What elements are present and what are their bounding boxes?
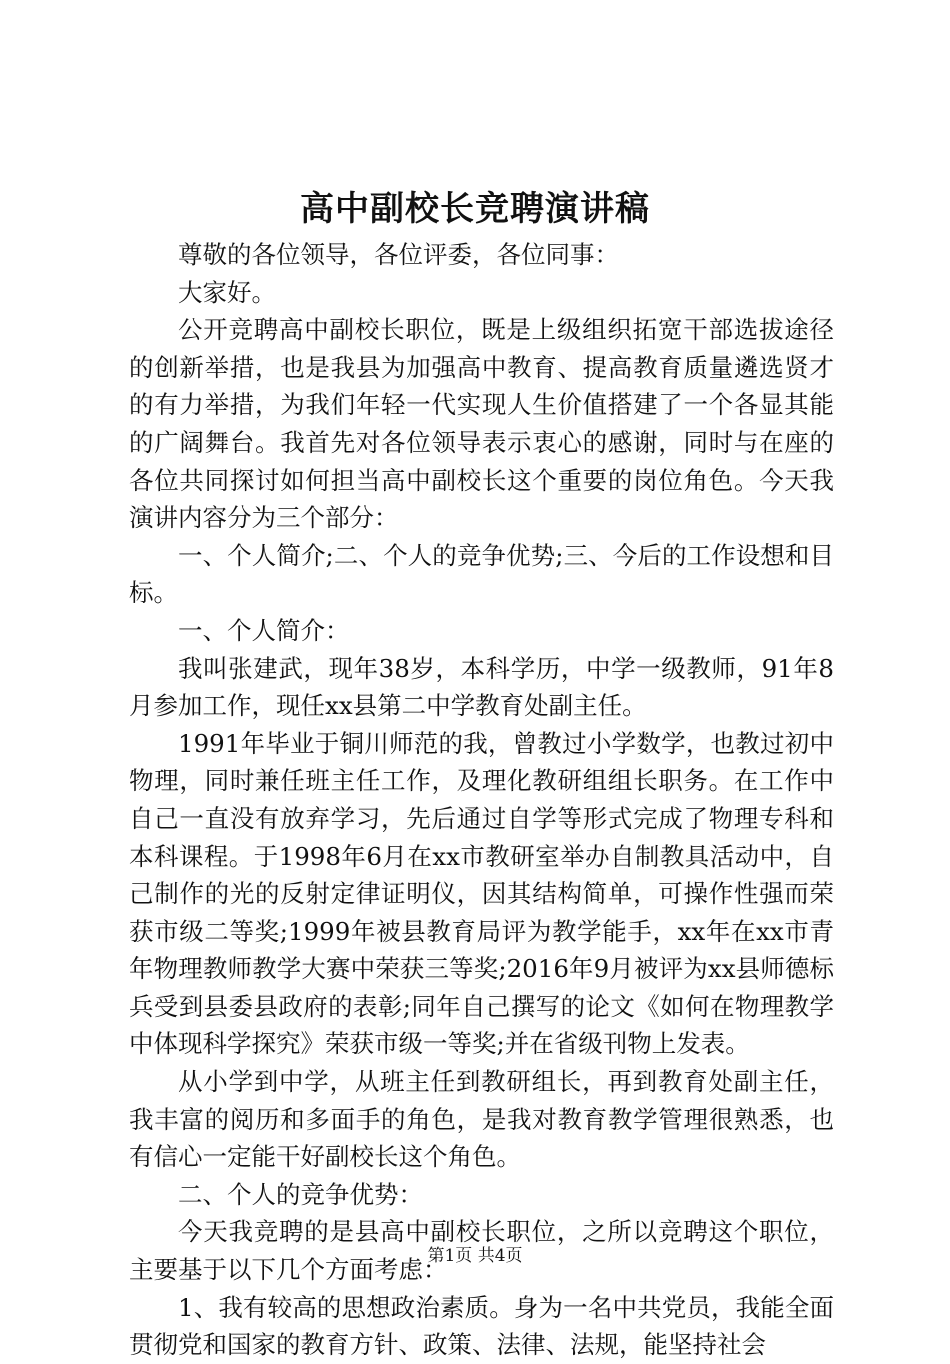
paragraph-point-1: 1、我有较高的思想政治素质。身为一名中共党员，我能全面贯彻党和国家的教育方针、政策、法律、法规，能坚持社会 (129, 1292, 834, 1360)
paragraph-salutation: 尊敬的各位领导，各位评委，各位同事： (178, 240, 619, 269)
section-heading-profile: 一、个人简介： (178, 615, 350, 645)
section-heading-advantages: 二、个人的竞争优势： (178, 1179, 423, 1209)
paragraph-outline: 一、个人简介;二、个人的竞争优势;三、今后的工作设想和目标。 (129, 540, 834, 608)
paragraph-experience: 1991年毕业于铜川师范的我，曾教过小学数学，也教过初中物理，同时兼任班主任工作，及理化教研组组长职务。在工作中自己一直没有放弃学习，先后通过自学等形式完成了物理专科和本科课程。于1998年6月在xx市教研室举办自制教具活动中，自己制作的光的反射定律证明仪，因其结构简单，可操作性强而荣获市级二等奖;1999年被县教育局评为教学能手，xx年在xx市青年物理教师教学大赛中荣获三等奖;2016年9月被评为xx县师德标兵受到县委县政府的表彰;同年自己撰写的论文《如何在物理教学中体现科学探究》荣获市级一等奖;并在省级刊物上发表。 (129, 728, 834, 1059)
paragraph-confidence: 从小学到中学，从班主任到教研组长，再到教育处副主任，我丰富的阅历和多面手的角色，是我对教育教学管理很熟悉，也有信心一定能干好副校长这个角色。 (129, 1067, 834, 1172)
paragraph-reasons: 今天我竞聘的是县高中副校长职位，之所以竞聘这个职位，主要基于以下几个方面考虑： (129, 1217, 834, 1285)
paragraph-profile: 我叫张建武，现年38岁，本科学历，中学一级教师，91年8月参加工作，现任xx县第二中学教育处副主任。 (129, 653, 834, 721)
paragraph-greeting: 大家好。 (178, 277, 276, 307)
document-title: 高中副校长竞聘演讲稿 (300, 189, 650, 229)
paragraph-introduction: 公开竞聘高中副校长职位，既是上级组织拓宽干部选拔途径的创新举措，也是我县为加强高中教育、提高教育质量遴选贤才的有力举措，为我们年轻一代实现人生价值搭建了一个各显其能的广阔舞台。我首先对各位领导表示衷心的感谢，同时与在座的各位共同探讨如何担当高中副校长这个重要的岗位角色。今天我演讲内容分为三个部分： (129, 315, 834, 533)
document-body (129, 236, 834, 1364)
page-footer: 第1页 共4页 (427, 1246, 523, 1266)
